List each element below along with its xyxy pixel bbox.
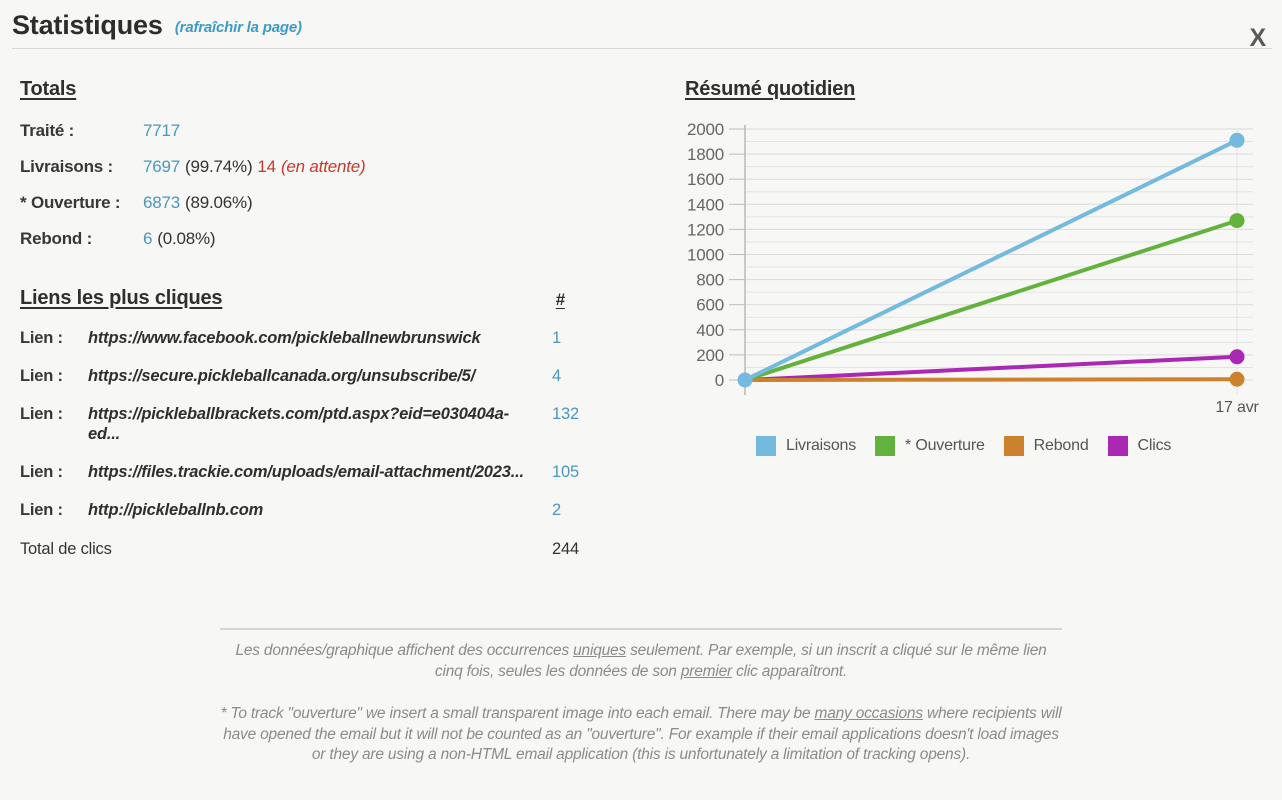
- refresh-page-link[interactable]: (rafraîchir la page): [174, 19, 302, 36]
- link-row: [20, 500, 620, 520]
- links-heading: Liens les plus cliques: [20, 287, 223, 309]
- total-clicks-value: 244: [552, 540, 579, 558]
- link-count: 4: [552, 367, 561, 385]
- stat-label: Livraisons :: [20, 157, 114, 176]
- link-count: 132: [552, 405, 579, 423]
- daily-summary-line-chart: [685, 118, 1265, 418]
- svg-text:2000: 2000: [686, 120, 724, 139]
- legend-swatch: [1004, 436, 1024, 456]
- links-table: [20, 328, 620, 559]
- svg-text:1600: 1600: [686, 170, 724, 190]
- legend-item: [1004, 436, 1089, 456]
- totals-heading: Totals: [20, 78, 77, 100]
- link-label: Lien :: [20, 329, 63, 347]
- stat-pending-count: 14: [257, 157, 276, 176]
- stat-percent: (99.74%): [185, 157, 253, 176]
- click-count-header: #: [555, 290, 565, 309]
- link-url: http://pickleballnb.com: [88, 501, 264, 519]
- svg-text:1800: 1800: [686, 145, 724, 165]
- svg-text:17 avr: 17 avr: [1215, 399, 1259, 416]
- link-count: 2: [552, 501, 561, 519]
- link-url: https://files.trackie.com/uploads/email-attachment/2023...: [88, 463, 524, 481]
- legend-swatch: [756, 436, 776, 456]
- svg-text:800: 800: [696, 270, 724, 290]
- page-title: Statistiques: [12, 10, 163, 40]
- stat-value: 6873: [143, 193, 181, 212]
- link-label: Lien :: [20, 501, 63, 519]
- stat-value: 7697: [143, 157, 181, 176]
- link-row: [20, 404, 620, 444]
- stat-row-rebond: [20, 230, 660, 247]
- svg-text:0: 0: [714, 371, 724, 390]
- legend-swatch: [875, 436, 895, 456]
- legend-label: Rebond: [1033, 437, 1089, 454]
- total-clicks-label: Total de clics: [20, 540, 112, 558]
- stat-row-livraisons: [20, 158, 660, 175]
- svg-text:200: 200: [696, 345, 724, 365]
- legend-item: [756, 436, 856, 456]
- legend-swatch: [1108, 436, 1128, 456]
- page-header: [12, 10, 1272, 52]
- link-label: Lien :: [20, 463, 63, 481]
- stat-value: 7717: [143, 121, 181, 140]
- link-count: 105: [552, 463, 579, 481]
- link-row: [20, 462, 620, 482]
- stat-label: Rebond :: [20, 229, 93, 248]
- stat-percent: (0.08%): [157, 229, 216, 248]
- link-url: https://pickleballbrackets.com/ptd.aspx?eid=e030404a-ed...: [88, 405, 509, 443]
- footnote-open-tracking: * To track "ouverture" we insert a small transparent image into each email. There may be many occasions where recipients will have opened the email but it will not be counted as an "ouverture". For example if their email applications doesn't load images or they are using a non-HTML email application (this is unfortunately a limitation of tracking opens).: [220, 705, 1062, 764]
- svg-text:1400: 1400: [686, 195, 724, 215]
- svg-text:1200: 1200: [686, 220, 724, 240]
- stat-row-ouverture: [20, 194, 660, 211]
- link-label: Lien :: [20, 367, 63, 385]
- close-icon[interactable]: X: [1249, 24, 1266, 52]
- footnotes: [220, 628, 1062, 766]
- svg-text:400: 400: [696, 320, 724, 340]
- stat-value: 6: [143, 229, 153, 248]
- legend-item: [875, 436, 985, 456]
- svg-text:1000: 1000: [686, 245, 724, 265]
- link-label: Lien :: [20, 405, 63, 423]
- legend-label: * Ouverture: [905, 437, 985, 454]
- link-url: https://www.facebook.com/pickleballnewbrunswick: [88, 329, 481, 347]
- svg-text:600: 600: [696, 295, 724, 315]
- totals-table: [20, 122, 660, 266]
- links-heading-row: [20, 287, 565, 310]
- link-count: 1: [552, 329, 561, 347]
- link-row: [20, 366, 620, 386]
- link-url: https://secure.pickleballcanada.org/unsubscribe/5/: [88, 367, 476, 385]
- total-clicks-row: [20, 539, 620, 559]
- footnote-unique-clicks: Les données/graphique affichent des occurrences uniques seulement. Par exemple, si un inscrit a cliqué sur le même lien cinq fois, seules les données de son premier clic apparaîtront.: [235, 642, 1047, 680]
- chart-legend: [756, 436, 1190, 456]
- stat-percent: (89.06%): [185, 193, 253, 212]
- legend-label: Livraisons: [786, 437, 857, 454]
- legend-item: [1108, 436, 1172, 456]
- chart-heading: Résumé quotidien: [685, 78, 856, 100]
- stat-label: Traité :: [20, 121, 75, 140]
- link-row: [20, 328, 620, 348]
- stat-label: * Ouverture :: [20, 193, 121, 212]
- stat-pending-note: (en attente): [280, 157, 366, 176]
- legend-label: Clics: [1137, 437, 1172, 454]
- stat-row-traite: [20, 122, 660, 139]
